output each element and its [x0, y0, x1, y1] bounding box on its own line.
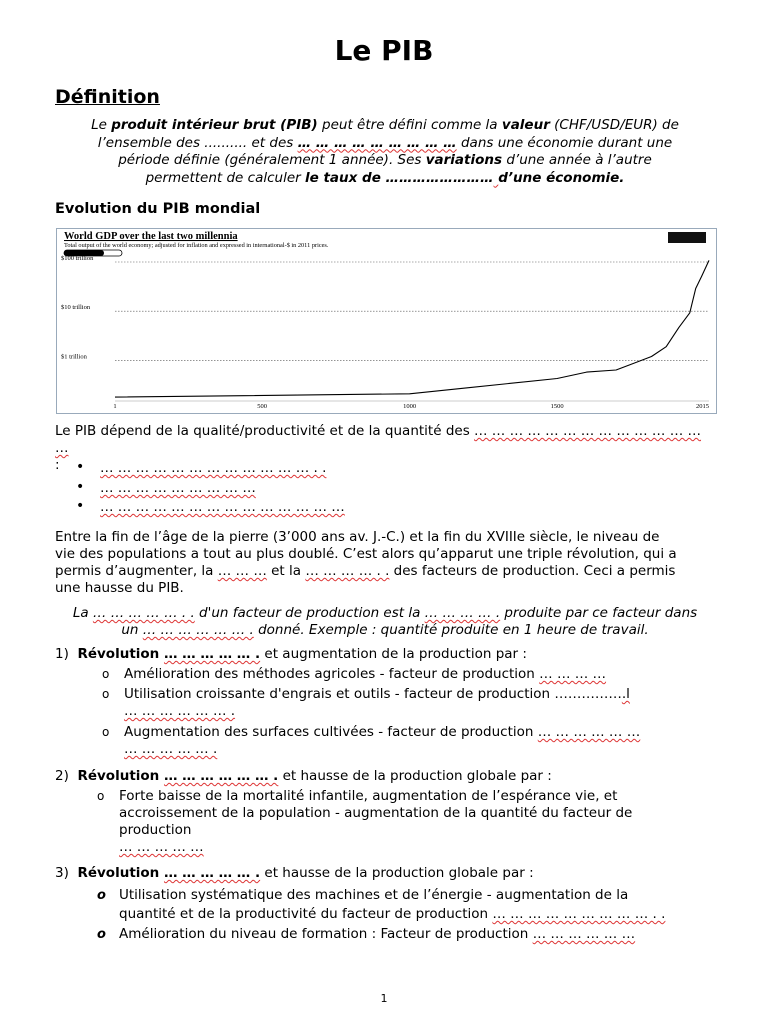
list-item: o Forte baisse de la mortalité infantile, augmentation de l’espérance vie, et accroissement de la population - augmentation de la quantité du facteur de production … … … … … — [97, 788, 633, 855]
list-item: • … … … … … … … … … … … … . . — [76, 459, 327, 476]
list-item: • … … … … … … … … … — [76, 479, 256, 496]
list-item: o Utilisation croissante d'engrais et outils - facteur de production …………….l … … … … … … . — [102, 686, 630, 719]
y-tick-label: $10 trillion — [61, 304, 91, 312]
chart-logo — [668, 232, 706, 243]
revolution-3-heading: 3) Révolution … … … … … . et hausse de la production globale par : — [55, 865, 534, 881]
definition-heading: Définition — [55, 86, 160, 108]
list-item: o Amélioration du niveau de formation : Facteur de production … … … … … … — [97, 926, 636, 942]
x-tick-label: 2015 — [696, 403, 709, 410]
gdp-chart — [56, 228, 717, 414]
y-tick-label: $100 trillion — [61, 255, 94, 262]
list-item: o Augmentation des surfaces cultivées - facteur de production … … … … … … … … … … … . — [102, 724, 641, 757]
series-line-world-gdp — [115, 260, 709, 397]
productivity-definition: La … … … … … . . d'un facteur de production est la … … … … . produite par ce facteur dans un … … … … … … . donné. Exemple : quantité produite en 1 heure de travail. — [72, 605, 698, 638]
list-item: • … … … … … … … … … … … … … … — [76, 498, 345, 515]
revolution-2-heading: 2) Révolution … … … … … … . et hausse de la production globale par : — [55, 768, 552, 784]
page-title: Le PIB — [334, 34, 434, 67]
x-tick-label: 1 — [113, 403, 117, 410]
dependence-paragraph: Le PIB dépend de la qualité/productivité et de la quantité des … … … … … … … … … … … … … … : — [55, 423, 702, 473]
evolution-heading: Evolution du PIB mondial — [55, 201, 261, 217]
list-item: o Amélioration des méthodes agricoles - facteur de production … … … … — [102, 666, 607, 682]
page-number: 1 — [380, 992, 388, 1005]
list-item: o Utilisation systématique des machines et de l’énergie - augmentation de la quantité et de la productivité du facteur de production … … … … … … … … … . . — [97, 887, 666, 922]
x-tick-label: 1500 — [550, 403, 564, 410]
definition-paragraph: Le produit intérieur brut (PIB) peut être défini comme la valeur (CHF/USD/EUR) de l’ensemble des .......... et des … … … … … … … … … dans une économie durant une période définie (généralement 1 année). Ses variations d’une année à l’autre permettent de calculer le taux de …………………… d’une économie. — [91, 117, 679, 186]
revolution-1-heading: 1) Révolution … … … … … . et augmentation de la production par : — [55, 646, 527, 662]
x-tick-label: 500 — [257, 403, 268, 410]
chart-subtitle: Total output of the world economy; adjusted for inflation and expressed in international-$ in 2011 prices. — [64, 242, 329, 249]
chart-title: World GDP over the last two millennia — [64, 231, 238, 242]
x-tick-label: 1000 — [403, 403, 417, 410]
y-tick-label: $1 trillion — [61, 353, 87, 361]
revolution-intro-paragraph: Entre la fin de l’âge de la pierre (3’000 ans av. J.-C.) et la fin du XVIIIe siècle, le niveau de vie des populations a tout au plus doublé. C’est alors qu’apparut une triple révolution, qui a permis d’augmenter, la … … … et la … … … … . . des facteurs de production. Ceci a permis une hausse du PIB. — [55, 529, 677, 596]
